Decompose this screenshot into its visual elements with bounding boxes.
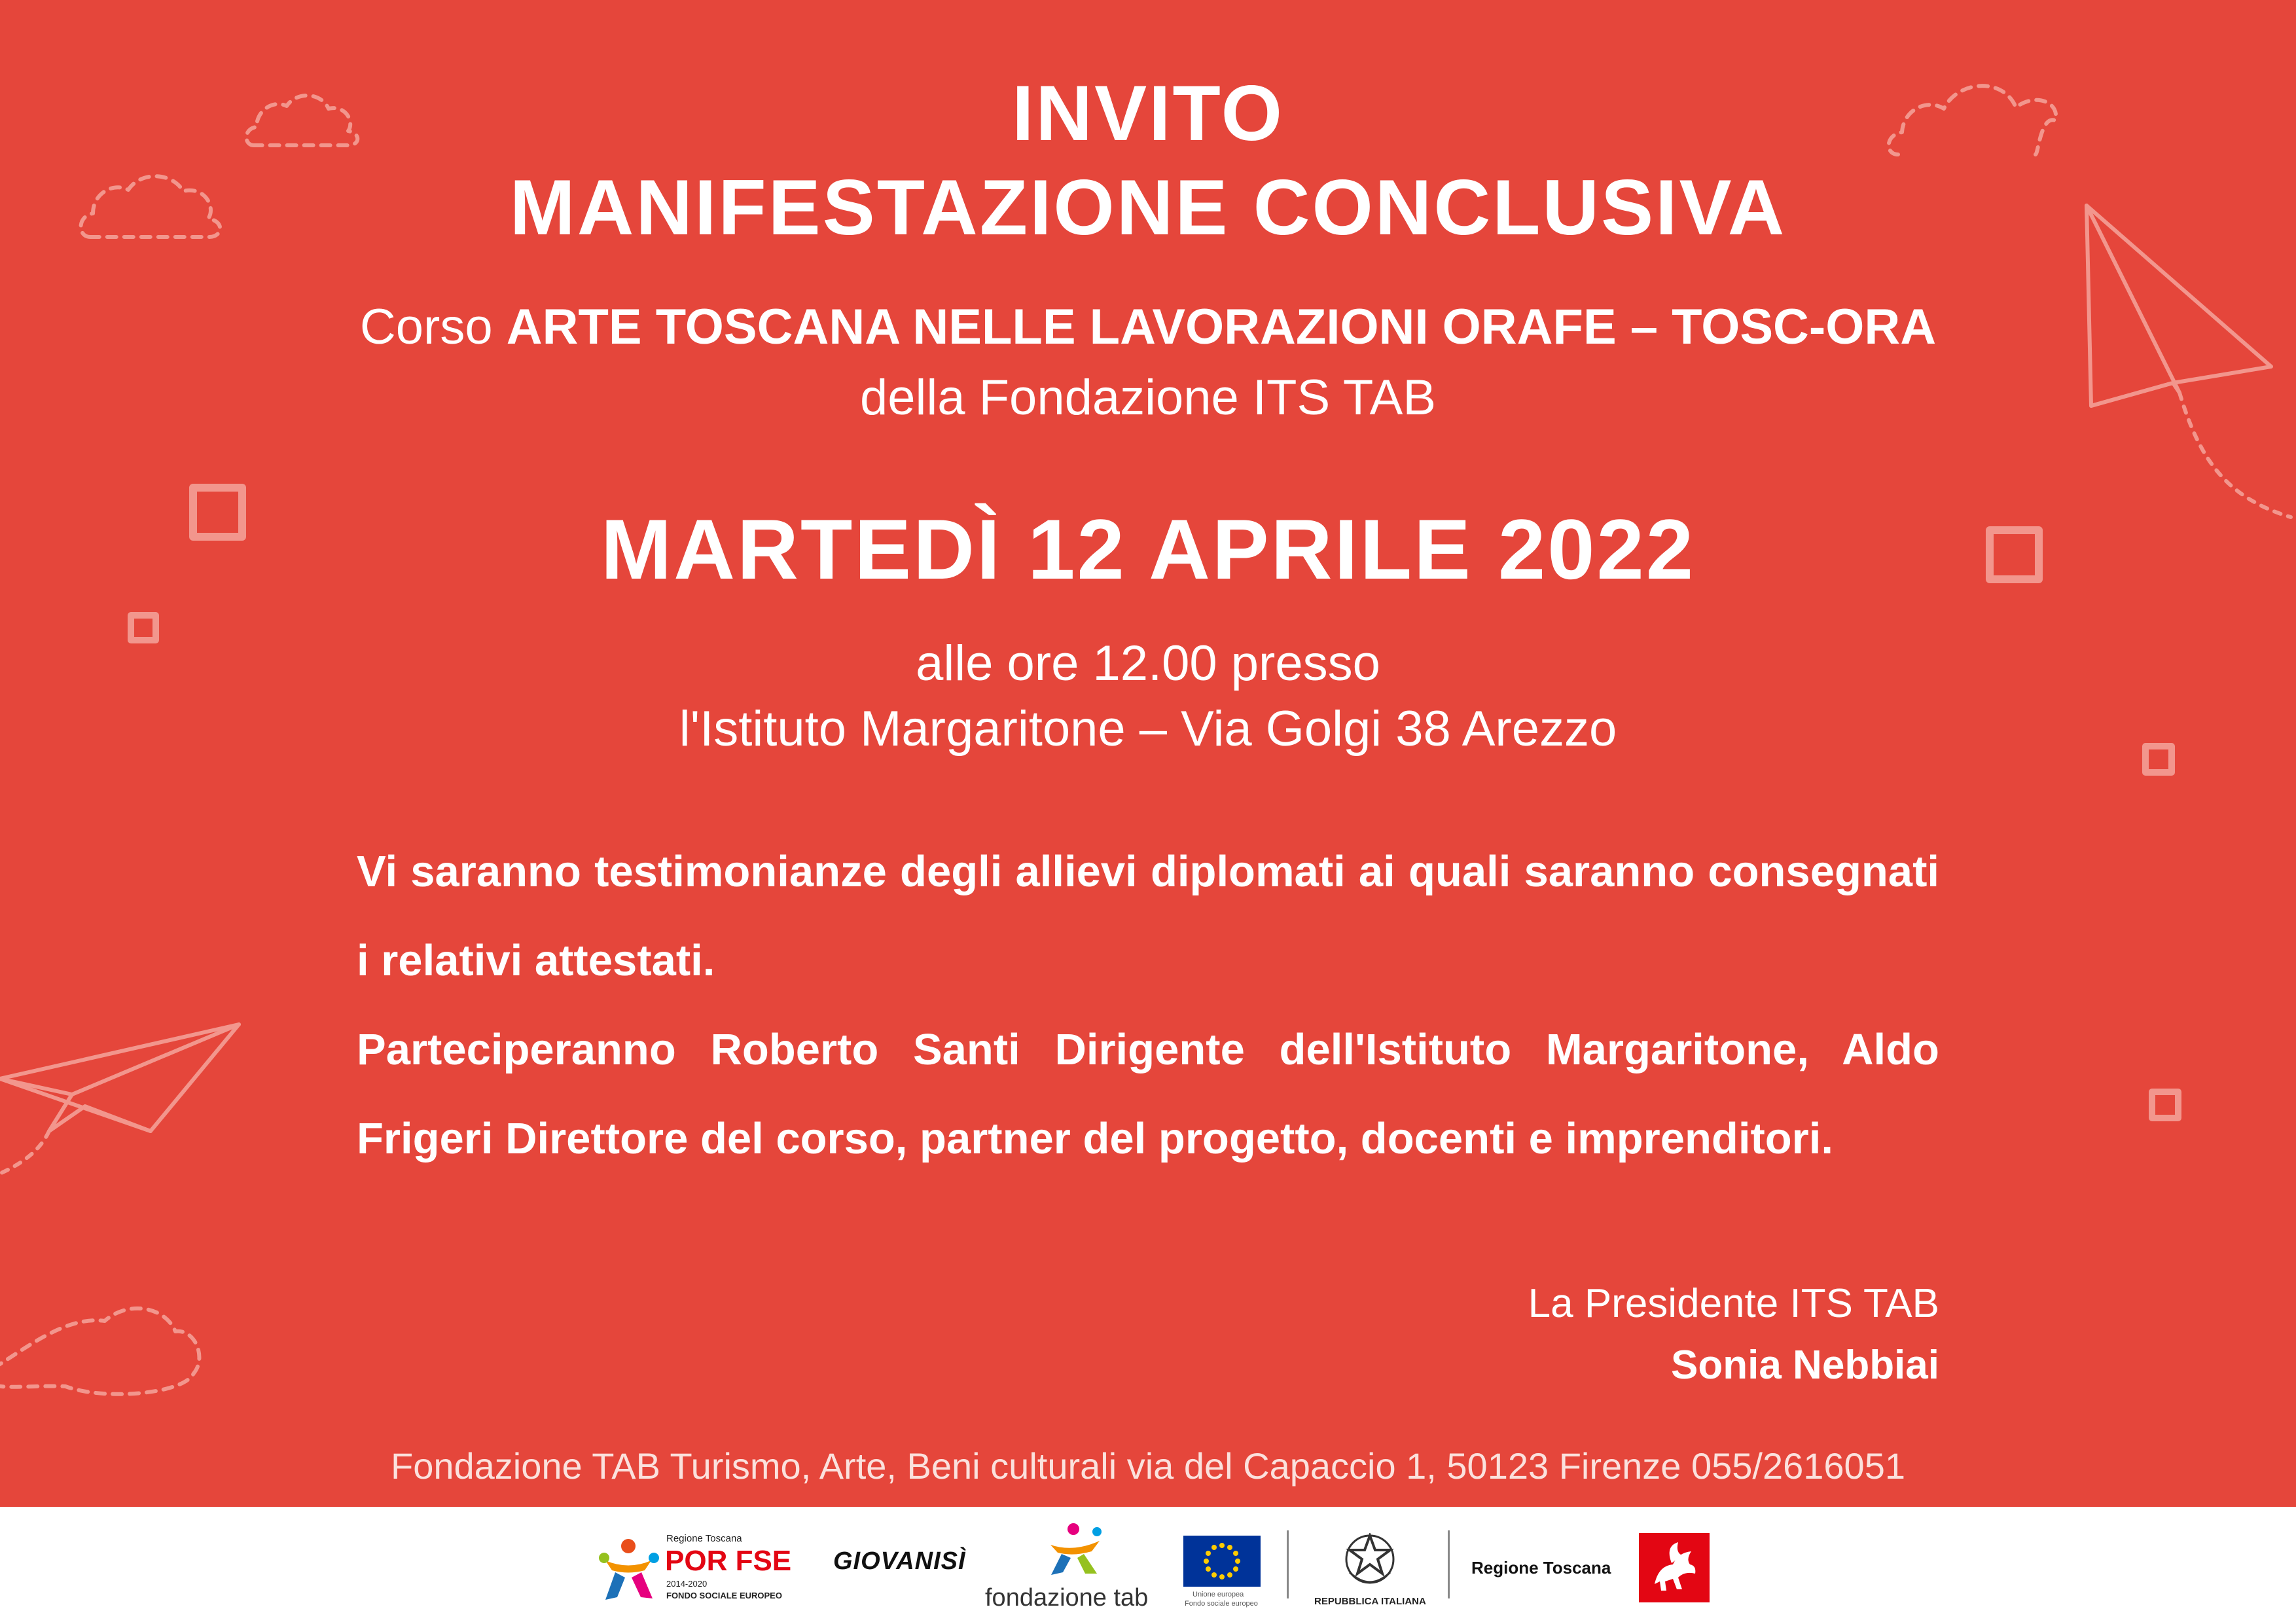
event-address: l'Istituto Margaritone – Via Golgi 38 Arezzo	[679, 701, 1617, 757]
description-paragraph: Vi saranno testimonianze degli allievi diplomati ai quali saranno consegnati i relativi attestati.	[357, 847, 1939, 985]
cloud-icon	[0, 1308, 199, 1394]
course-name: ARTE TOSCANA NELLE LAVORAZIONI ORAFE – TOSC-ORA	[506, 299, 1937, 355]
event-description	[357, 827, 1939, 1183]
fondazione-tab-icon	[1041, 1519, 1113, 1578]
people-icon	[592, 1534, 664, 1606]
footer-address: Fondazione TAB Turismo, Arte, Beni culturali via del Capaccio 1, 50123 Firenze 055/2616051	[391, 1445, 1905, 1487]
repubblica-label: REPUBBLICA ITALIANA	[1314, 1596, 1426, 1607]
description-paragraph: Parteciperanno Roberto Santi Dirigente dell'Istituto Margaritone, Aldo Frigeri Direttore del corso, partner del progetto, docenti e imprenditori.	[357, 1025, 1939, 1163]
italian-emblem-icon	[1343, 1533, 1397, 1588]
logo-bar	[0, 1507, 2296, 1624]
regione-toscana-label: Regione Toscana	[1471, 1558, 1611, 1578]
signature-role: La Presidente ITS TAB	[1528, 1281, 1939, 1326]
course-line	[0, 296, 2296, 359]
event-time: alle ore 12.00 presso	[916, 636, 1380, 691]
eu-label-2: Fondo sociale europeo	[1185, 1600, 1258, 1608]
porfse-region: Regione Toscana	[666, 1533, 742, 1544]
pegasus-icon	[1639, 1533, 1710, 1602]
paper-plane-icon	[0, 1024, 239, 1131]
giovanisi-logo: GIOVANISÌ	[833, 1547, 966, 1575]
event-title: MANIFESTAZIONE CONCLUSIVA	[509, 164, 1787, 251]
eu-flag-icon	[1183, 1536, 1261, 1587]
event-date: MARTEDÌ 12 APRILE 2022	[600, 501, 1696, 597]
foundation-line: della Fondazione ITS TAB	[859, 370, 1437, 425]
signature-name: Sonia Nebbiai	[1671, 1343, 1939, 1388]
course-prefix: Corso	[359, 299, 493, 355]
logo-divider	[1448, 1530, 1450, 1598]
porfse-sub: FONDO SOCIALE EUROPEO	[666, 1591, 782, 1600]
eu-label-1: Unione europea	[1193, 1591, 1244, 1598]
square-decoration	[2152, 1092, 2178, 1118]
invitation-title: INVITO	[1012, 69, 1284, 157]
fondazione-tab-label: fondazione tab	[985, 1584, 1149, 1612]
porfse-title: POR FSE	[665, 1545, 792, 1577]
logo-divider	[1287, 1530, 1289, 1598]
porfse-years: 2014-2020	[666, 1579, 708, 1589]
